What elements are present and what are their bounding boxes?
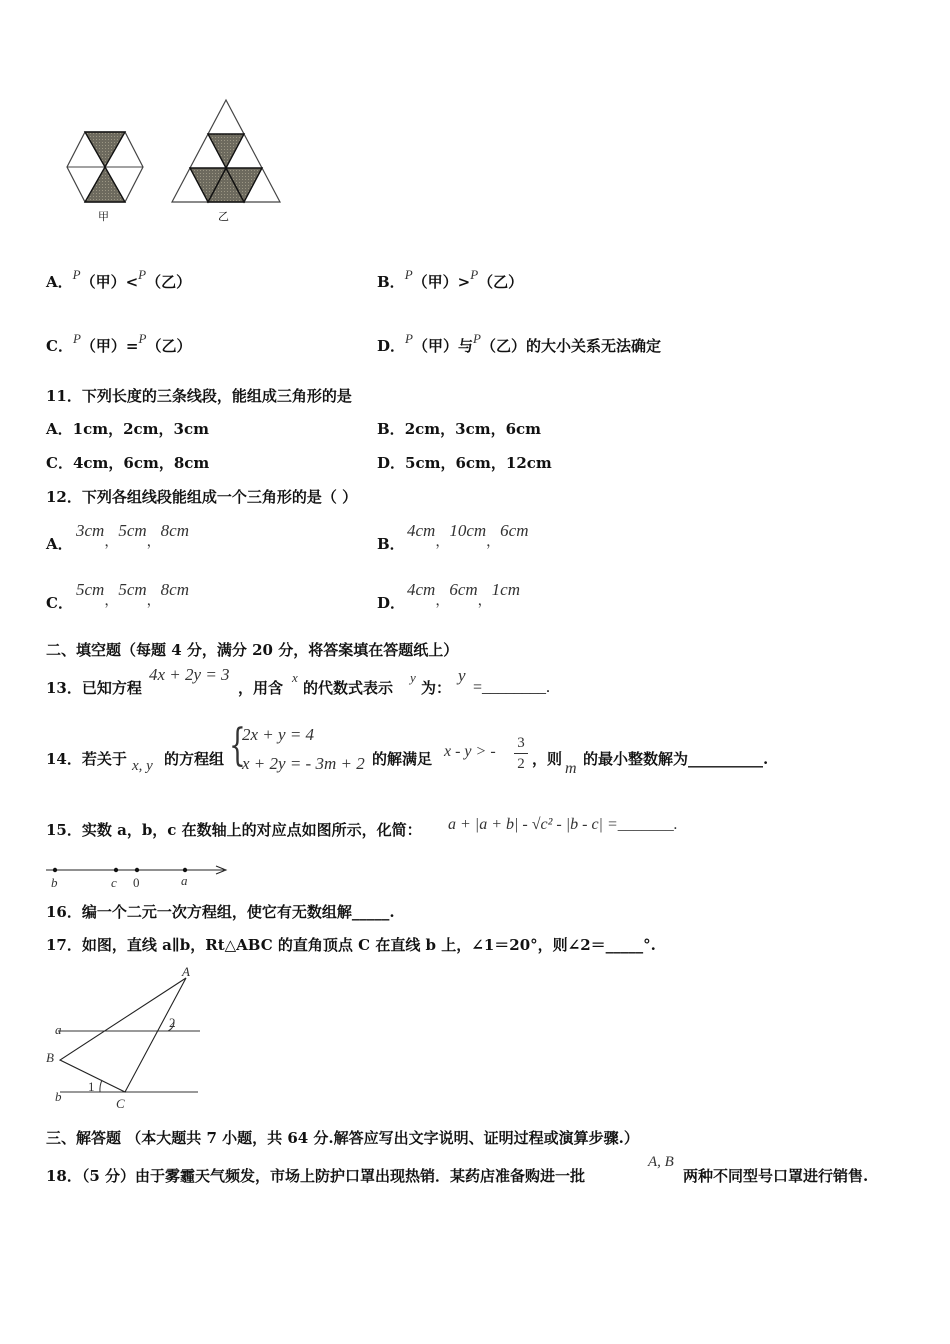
option-text: （乙） bbox=[146, 273, 192, 291]
section-3-heading: 三、解答题 （本大题共 7 小题，共 64 分.解答应写出文字说明、证明过程或演算步骤.） bbox=[46, 1129, 639, 1147]
option-letter: B． bbox=[377, 535, 405, 553]
axis-label-c: c bbox=[111, 875, 117, 890]
q14-eq1: 2x + y = 4 bbox=[242, 725, 315, 744]
q13-mid: ，用含 bbox=[238, 679, 284, 697]
option-text: （甲）> bbox=[412, 273, 471, 291]
q10-option-b[interactable] bbox=[377, 267, 524, 293]
q10-option-c[interactable] bbox=[46, 331, 192, 357]
section-2-heading: 二、填空题（每题 4 分，满分 20 分，将答案填在答题纸上） bbox=[46, 641, 459, 659]
vertex-label-A: A bbox=[182, 964, 190, 979]
q13-pre: 13．已知方程 bbox=[46, 679, 142, 697]
option-letter: A． bbox=[46, 535, 73, 553]
length-value: 5cm bbox=[118, 521, 147, 540]
q12-option-b[interactable] bbox=[377, 534, 405, 554]
option-letter: C． bbox=[46, 454, 73, 472]
q13-mid3: 为： bbox=[421, 679, 452, 697]
q12-option-a[interactable] bbox=[46, 534, 73, 554]
p-symbol: P bbox=[138, 267, 147, 282]
p-symbol: P bbox=[404, 267, 413, 282]
separator: ， bbox=[104, 534, 119, 550]
length-value: 8cm bbox=[160, 521, 189, 540]
line-label-a: a bbox=[55, 1022, 62, 1037]
length-value: 5cm bbox=[118, 580, 147, 599]
fraction-denominator: 2 bbox=[517, 756, 525, 772]
q13-y: y bbox=[410, 670, 416, 685]
q14-mid: 的方程组 bbox=[164, 750, 225, 768]
q11-option-a[interactable] bbox=[46, 419, 209, 439]
option-text: （甲）与 bbox=[412, 337, 473, 355]
option-text: （甲）= bbox=[80, 337, 139, 355]
separator: ， bbox=[486, 534, 501, 550]
option-letter: C． bbox=[46, 594, 73, 612]
hexagon-figure-jia bbox=[66, 130, 144, 204]
option-letter: C． bbox=[46, 337, 73, 355]
q11-option-c[interactable] bbox=[46, 453, 209, 473]
q12-option-d[interactable] bbox=[377, 593, 405, 613]
q10-option-a[interactable] bbox=[46, 267, 192, 293]
option-letter: A． bbox=[46, 273, 73, 291]
option-letter: D． bbox=[377, 594, 406, 612]
separator: ， bbox=[435, 593, 450, 609]
parallel-lines-triangle-figure bbox=[40, 964, 210, 1112]
q14-m: m bbox=[565, 760, 577, 777]
q14-answer[interactable]: 的最小整数解为__________. bbox=[583, 750, 769, 768]
length-value: 6cm bbox=[449, 580, 478, 599]
length-value: 4cm bbox=[407, 580, 436, 599]
axis-label-b: b bbox=[51, 875, 58, 890]
q14-pre: 14．若关于 bbox=[46, 750, 127, 768]
fraction-numerator: 3 bbox=[517, 735, 525, 751]
q16-stem[interactable]: 16．编一个二元一次方程组，使它有无数组解_____. bbox=[46, 903, 395, 921]
length-value: 10cm bbox=[449, 521, 487, 540]
q18-ab: A, B bbox=[648, 1154, 674, 1170]
vertex-label-B: B bbox=[46, 1050, 54, 1065]
option-text: （乙）的大小关系无法确定 bbox=[480, 337, 661, 355]
figure-label-jia: 甲 bbox=[98, 210, 109, 223]
q12-option-c[interactable] bbox=[46, 593, 73, 613]
option-letter: B． bbox=[377, 420, 405, 438]
separator: ， bbox=[146, 593, 161, 609]
q14-inequality: x - y > - bbox=[444, 743, 496, 760]
q15-stem: 15．实数 a，b，c 在数轴上的对应点如图所示，化简： bbox=[46, 821, 422, 839]
option-text: （乙） bbox=[146, 337, 192, 355]
q12-option-c-values bbox=[76, 580, 189, 609]
option-text: 2cm，3cm，6cm bbox=[404, 420, 542, 438]
option-letter: D． bbox=[377, 454, 406, 472]
option-text: （甲）< bbox=[80, 273, 139, 291]
q13-answer[interactable]: =________. bbox=[473, 679, 551, 696]
separator: ， bbox=[104, 593, 119, 609]
figure-label-yi: 乙 bbox=[218, 210, 229, 223]
option-text: 5cm，6cm，12cm bbox=[405, 454, 552, 472]
length-value: 8cm bbox=[160, 580, 189, 599]
system-brace: { bbox=[229, 720, 246, 771]
q12-stem: 12．下列各组线段能组成一个三角形的是（ ） bbox=[46, 488, 358, 506]
q11-option-b[interactable] bbox=[377, 419, 541, 439]
length-value: 3cm bbox=[76, 521, 105, 540]
axis-label-a: a bbox=[181, 873, 188, 888]
q13-x: x bbox=[292, 670, 298, 685]
q14-mid3: ，则 bbox=[532, 750, 563, 768]
length-value: 4cm bbox=[407, 521, 436, 540]
length-value: 1cm bbox=[491, 580, 520, 599]
p-symbol: P bbox=[472, 331, 481, 346]
q11-option-d[interactable] bbox=[377, 453, 552, 473]
length-value: 6cm bbox=[500, 521, 529, 540]
q12-option-b-values bbox=[407, 521, 529, 550]
axis-label-zero: 0 bbox=[133, 875, 140, 890]
p-symbol: P bbox=[138, 331, 147, 346]
p-symbol: P bbox=[405, 331, 413, 346]
q13-equation: 4x + 2y = 3 bbox=[149, 665, 230, 684]
fraction-bar bbox=[514, 753, 528, 754]
p-symbol: P bbox=[470, 267, 479, 282]
option-text: （乙） bbox=[478, 273, 524, 291]
q12-option-d-values bbox=[407, 580, 520, 609]
option-letter: B． bbox=[377, 273, 405, 291]
vertex-label-C: C bbox=[116, 1096, 125, 1111]
p-symbol: P bbox=[72, 267, 81, 282]
line-label-b: b bbox=[55, 1089, 62, 1104]
q11-stem: 11．下列长度的三条线段，能组成三角形的是 bbox=[46, 387, 352, 405]
q14-eq2: x + 2y = - 3m + 2 bbox=[242, 754, 365, 773]
q10-option-d[interactable] bbox=[377, 331, 661, 357]
angle-label-1: 1 bbox=[88, 1079, 95, 1094]
q17-stem[interactable]: 17．如图，直线 a∥b，Rt△ABC 的直角顶点 C 在直线 b 上，∠1＝20°，则∠2＝_____°. bbox=[46, 936, 656, 954]
separator: ， bbox=[146, 534, 161, 550]
q18-end: 两种不同型号口罩进行销售. bbox=[683, 1167, 869, 1185]
p-symbol: P bbox=[72, 331, 81, 346]
length-value: 5cm bbox=[76, 580, 105, 599]
q12-option-a-values bbox=[76, 521, 189, 550]
q13-mid2: 的代数式表示 bbox=[303, 679, 394, 697]
separator: ， bbox=[477, 593, 492, 609]
separator: ， bbox=[435, 534, 450, 550]
triangle-figure-yi bbox=[170, 98, 282, 204]
angle-label-2: 2 bbox=[169, 1015, 176, 1030]
option-text: 4cm，6cm，8cm bbox=[72, 454, 210, 472]
q14-vars: x, y bbox=[132, 758, 153, 774]
q14-mid2: 的解满足 bbox=[372, 750, 433, 768]
q18-pre: 18．（5 分）由于雾霾天气频发，市场上防护口罩出现热销．某药店准备购进一批 bbox=[46, 1167, 586, 1185]
option-text: 1cm，2cm，3cm bbox=[72, 420, 209, 438]
q15-expression[interactable]: a + |a + b| - √c² - |b - c| =_______. bbox=[448, 816, 678, 833]
option-letter: A． bbox=[46, 420, 73, 438]
q13-y2: y bbox=[458, 666, 466, 685]
option-letter: D． bbox=[377, 337, 406, 355]
